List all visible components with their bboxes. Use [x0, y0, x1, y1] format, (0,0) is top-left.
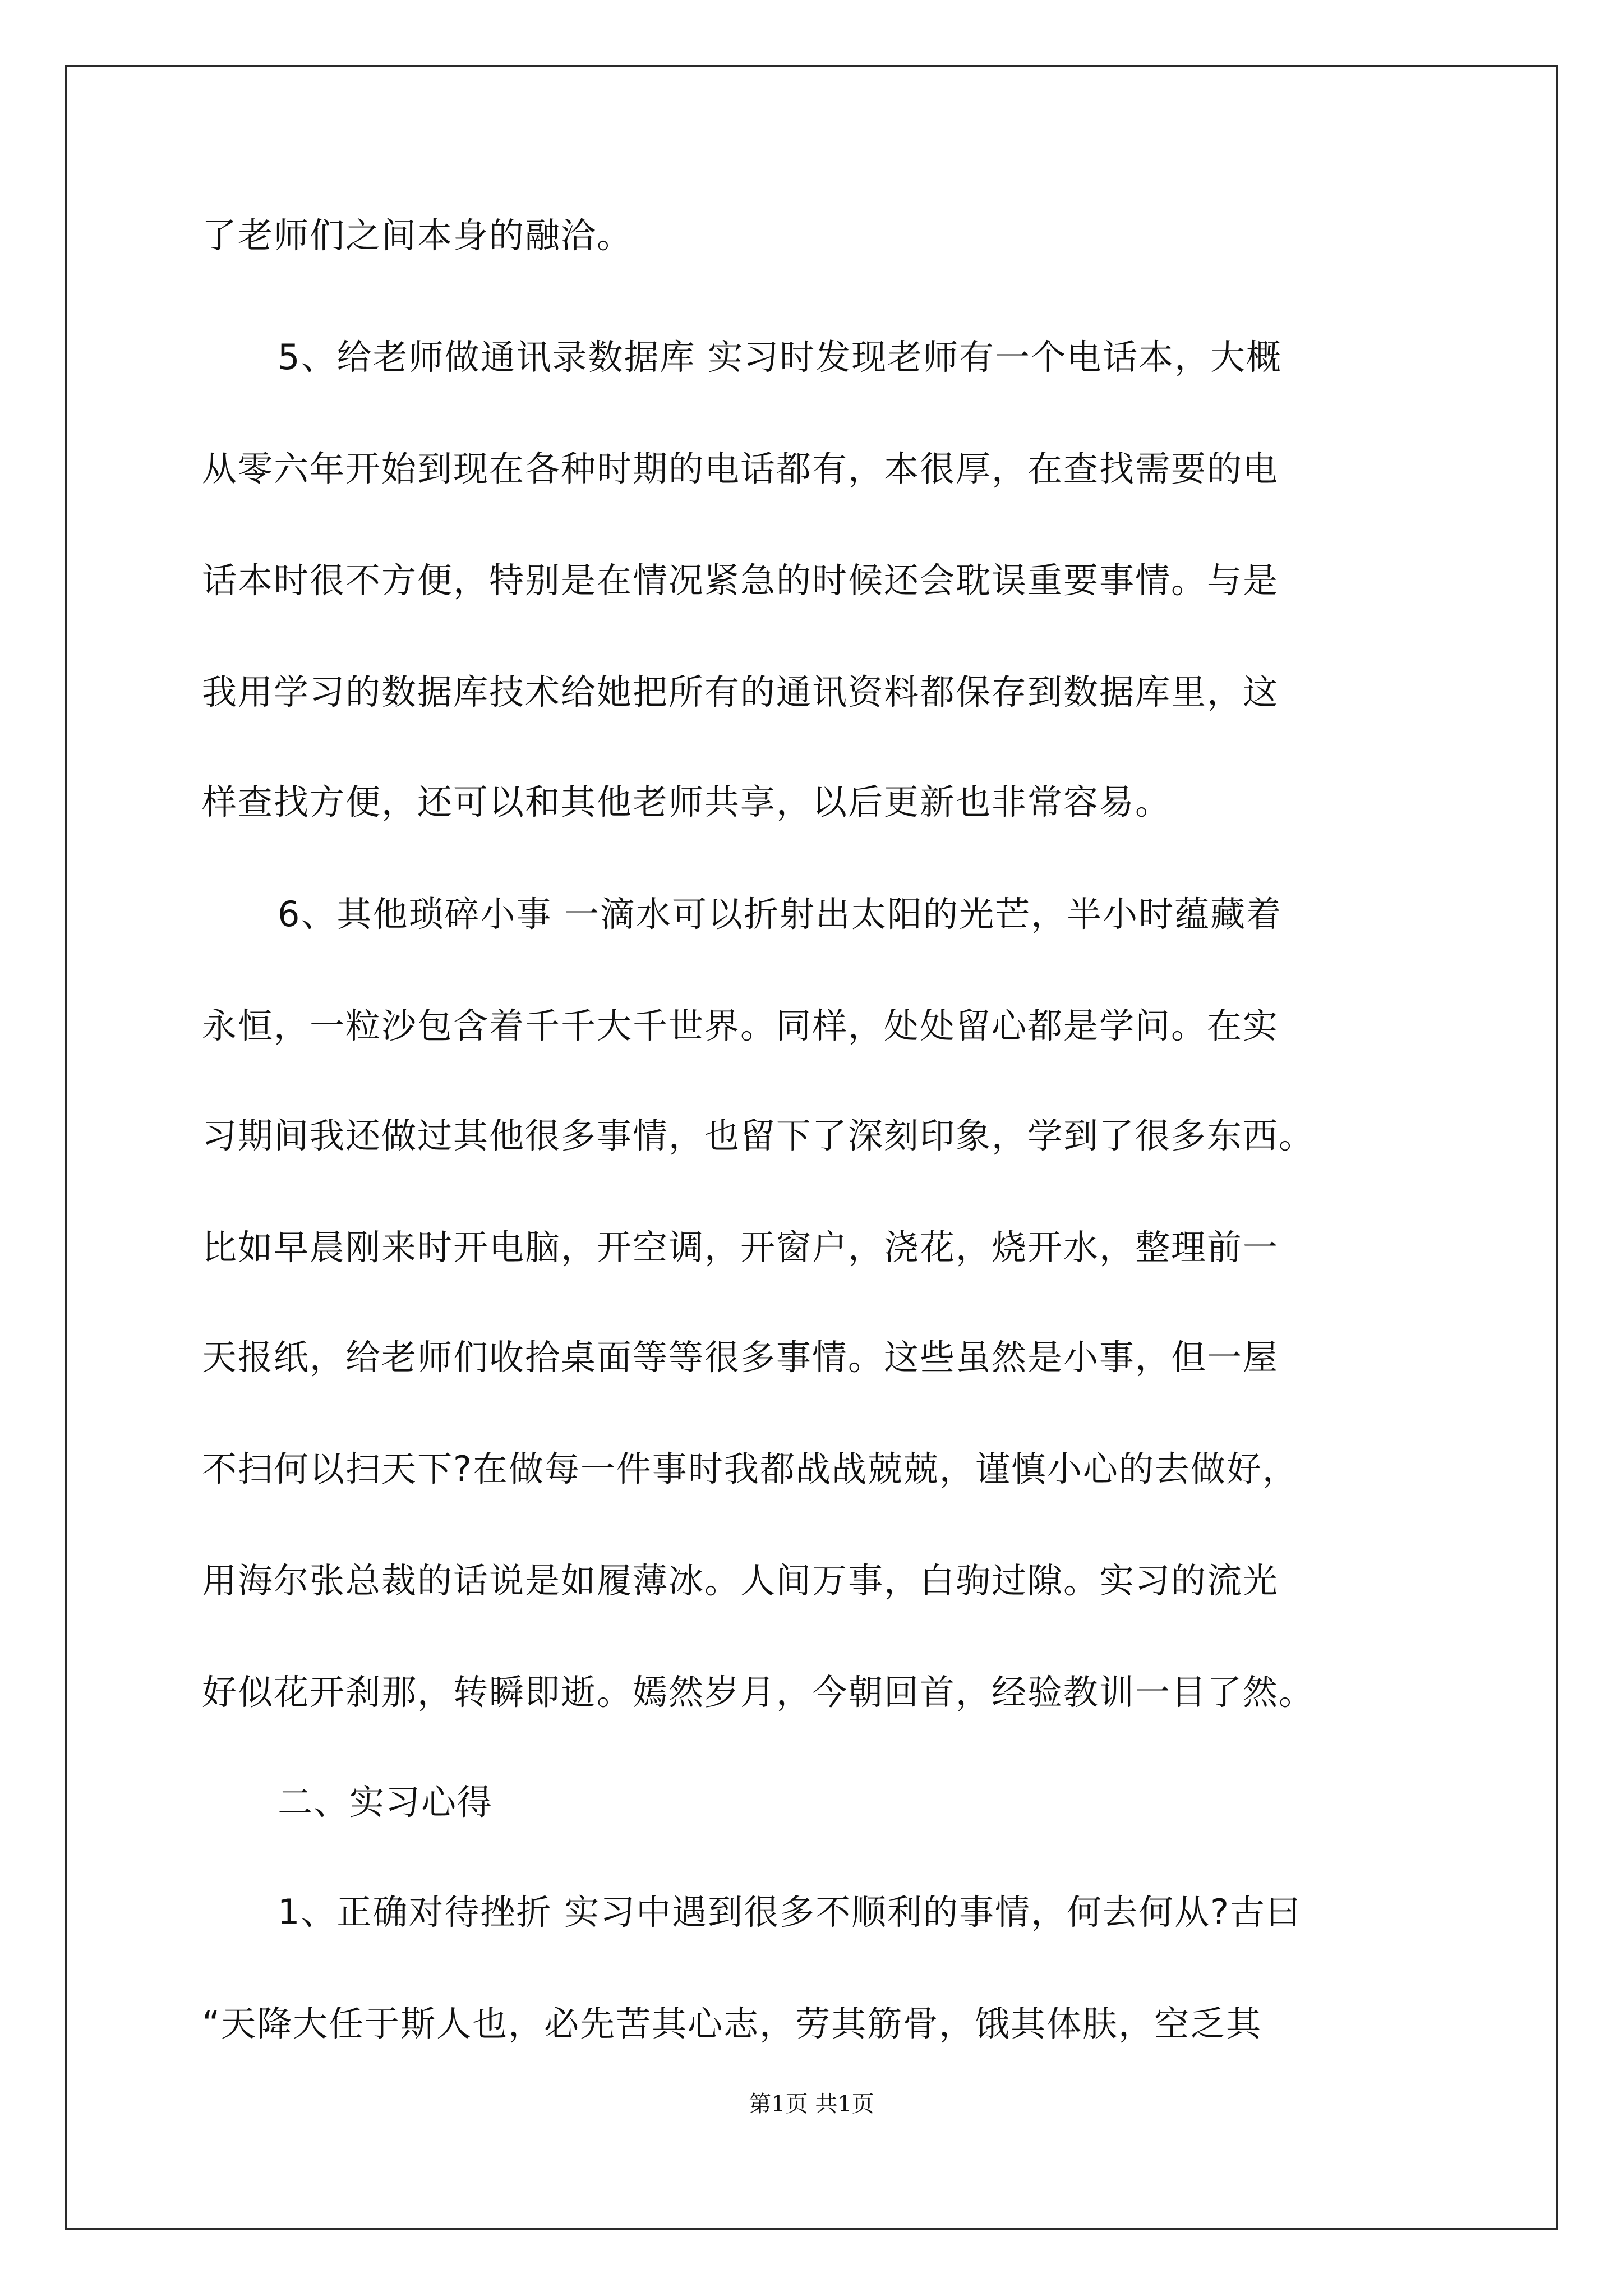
body-line: 天报纸，给老师们收拾桌面等等很多事情。这些虽然是小事，但一屋 — [202, 1337, 1279, 1378]
body-line: 比如早晨刚来时开电脑，开空调，开窗户，浇花，烧开水，整理前一 — [202, 1227, 1279, 1268]
body-line: 好似花开刹那，转瞬即逝。嫣然岁月，今朝回首，经验教训一目了然。 — [202, 1672, 1315, 1713]
body-line: 我用学习的数据库技术给她把所有的通讯资料都保存到数据库里，这 — [202, 671, 1279, 712]
body-line: 永恒，一粒沙包含着千千大千世界。同样，处处留心都是学问。在实 — [202, 1005, 1279, 1046]
body-line: 样查找方便，还可以和其他老师共享，以后更新也非常容易。 — [202, 781, 1172, 822]
page-number-footer: 第1页 共1页 — [749, 2091, 874, 2117]
body-line: 6、其他琐碎小事 一滴水可以折射出太阳的光芒，半小时蕴藏着 — [278, 894, 1283, 935]
body-line: 5、给老师做通讯录数据库 实习时发现老师有一个电话本，大概 — [278, 337, 1283, 378]
body-line: 从零六年开始到现在各种时期的电话都有，本很厚，在查找需要的电 — [202, 448, 1279, 489]
body-line: 用海尔张总裁的话说是如履薄冰。人间万事，白驹过隙。实习的流光 — [202, 1560, 1279, 1601]
body-line: 习期间我还做过其他很多事情，也留下了深刻印象，学到了很多东西。 — [202, 1115, 1315, 1156]
body-line: “天降大任于斯人也，必先苦其心志，劳其筋骨，饿其体肤，空乏其 — [202, 2003, 1262, 2044]
body-line: 了老师们之间本身的融洽。 — [202, 215, 633, 256]
body-line: 不扫何以扫天下?在做每一件事时我都战战兢兢，谨慎小心的去做好， — [202, 1448, 1298, 1489]
body-line: 1、正确对待挫折 实习中遇到很多不顺利的事情，何去何从?古曰 — [278, 1892, 1302, 1932]
section-heading: 二、实习心得 — [278, 1782, 494, 1823]
body-line: 话本时很不方便，特别是在情况紧急的时候还会耽误重要事情。与是 — [202, 560, 1279, 601]
